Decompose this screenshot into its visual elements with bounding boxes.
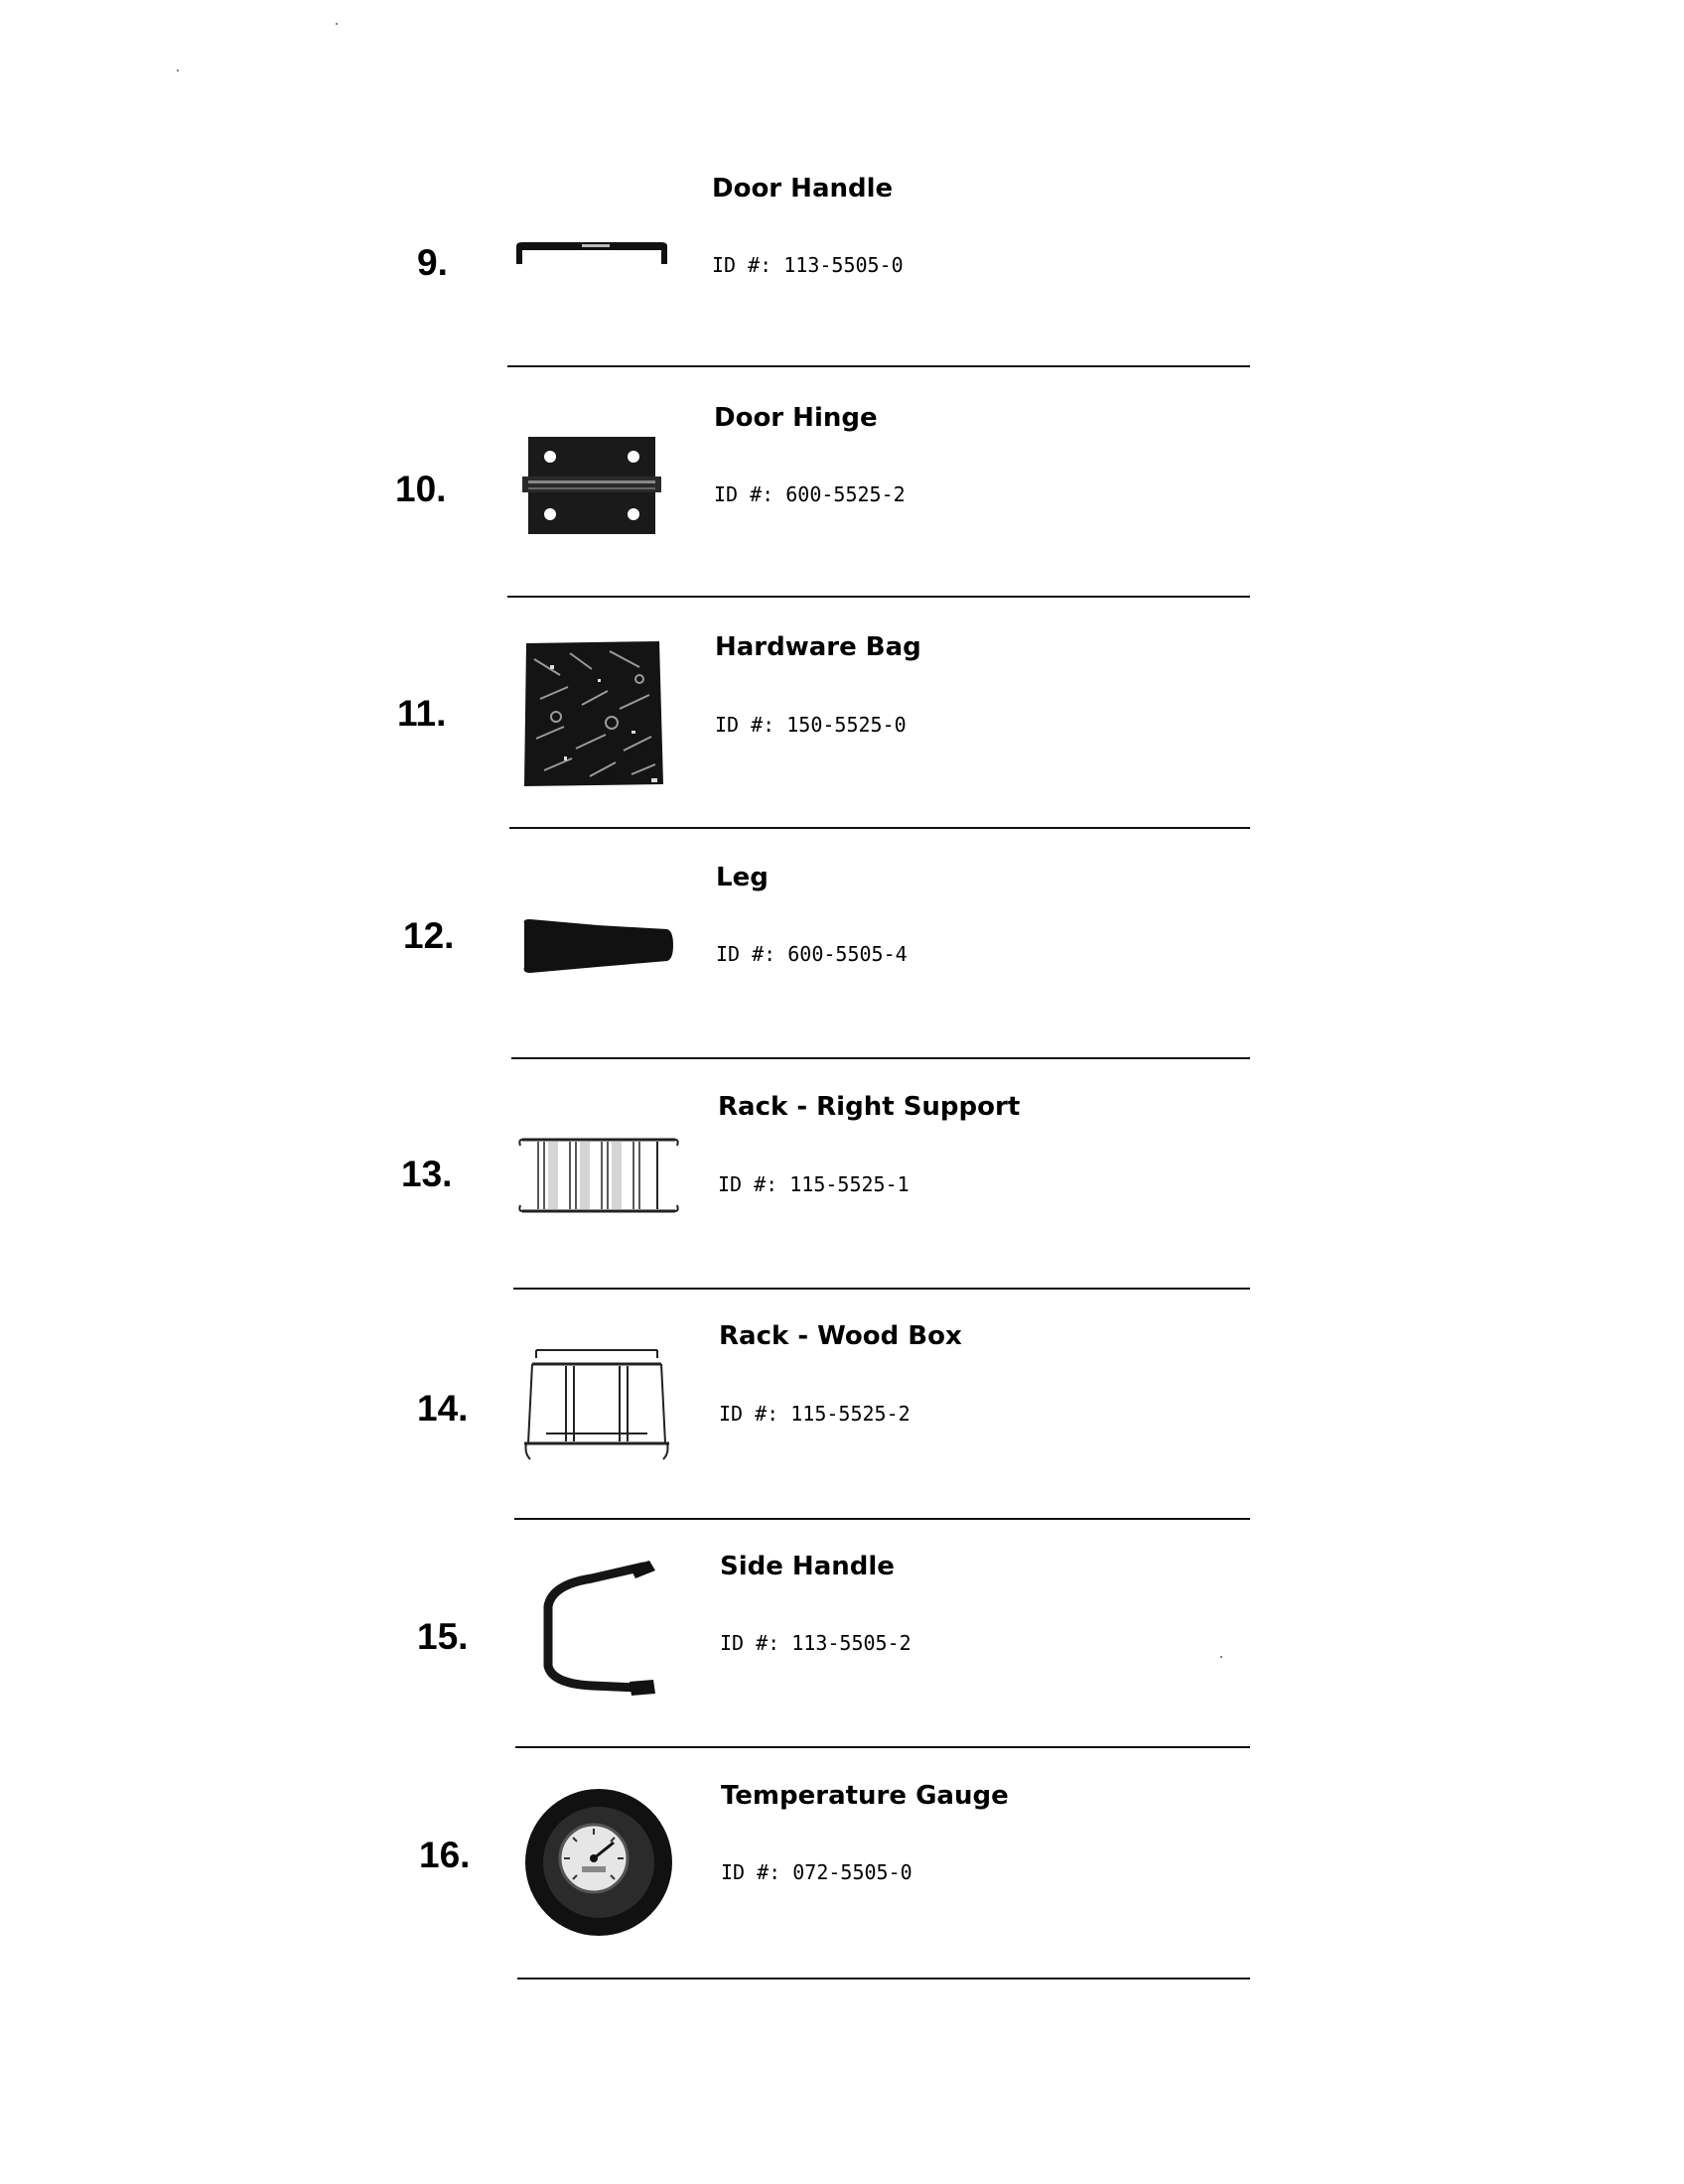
hinge-icon <box>522 435 661 536</box>
scan-speck <box>1220 1656 1222 1658</box>
part-name: Side Handle <box>720 1552 895 1581</box>
part-number: 12. <box>403 915 455 956</box>
temperature-gauge-icon <box>522 1787 675 1938</box>
part-id: ID #: 115-5525-2 <box>719 1402 911 1426</box>
divider <box>509 827 1250 829</box>
divider <box>507 365 1250 367</box>
divider <box>514 1518 1250 1520</box>
part-id: ID #: 113-5505-2 <box>720 1631 912 1655</box>
divider <box>511 1057 1250 1059</box>
part-number: 9. <box>417 242 448 283</box>
part-id: ID #: 600-5505-4 <box>716 942 908 966</box>
divider <box>515 1746 1250 1748</box>
door-handle-icon <box>512 238 671 268</box>
part-name: Leg <box>716 863 769 892</box>
part-name: Temperature Gauge <box>721 1781 1009 1811</box>
divider <box>513 1288 1250 1290</box>
part-id: ID #: 600-5525-2 <box>714 482 906 506</box>
part-number: 14. <box>417 1388 469 1429</box>
part-name: Door Handle <box>712 174 894 204</box>
part-number: 13. <box>401 1154 453 1194</box>
divider <box>517 1978 1250 1979</box>
leg-icon <box>518 915 675 977</box>
divider <box>507 596 1250 598</box>
part-name: Rack - Wood Box <box>719 1321 962 1351</box>
part-name: Door Hinge <box>714 403 878 433</box>
rack-support-icon <box>518 1132 679 1219</box>
side-handle-icon <box>532 1557 659 1706</box>
part-number: 15. <box>417 1616 469 1657</box>
hardware-bag-icon <box>520 639 665 788</box>
part-id: ID #: 115-5525-1 <box>718 1172 910 1196</box>
part-name: Hardware Bag <box>715 632 921 662</box>
part-number: 11. <box>397 693 447 734</box>
scan-speck <box>177 69 179 71</box>
part-name: Rack - Right Support <box>718 1092 1021 1122</box>
part-id: ID #: 072-5505-0 <box>721 1860 912 1884</box>
rack-wood-box-icon <box>522 1344 671 1465</box>
part-id: ID #: 150-5525-0 <box>715 713 907 737</box>
part-id: ID #: 113-5505-0 <box>712 253 904 277</box>
part-number: 10. <box>395 469 447 509</box>
part-number: 16. <box>419 1835 471 1875</box>
scan-speck <box>336 23 338 25</box>
